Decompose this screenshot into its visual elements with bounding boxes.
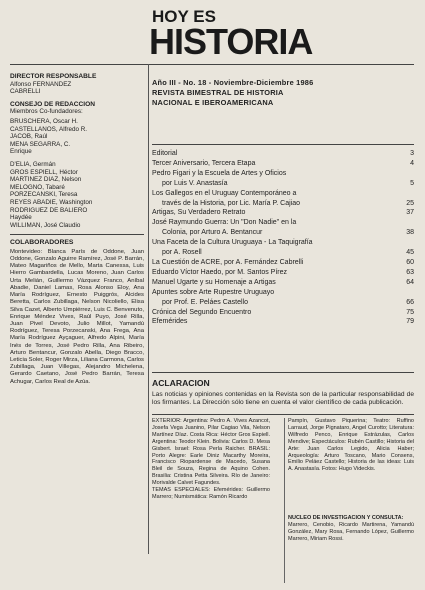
aclaracion-heading: ACLARACION xyxy=(152,378,210,388)
nucleo-heading: NUCLEO DE INVESTIGACION Y CONSULTA: xyxy=(288,515,404,522)
top-rule xyxy=(10,64,414,65)
issue-number: Año III - No. 18 - Noviembre-Diciembre 1986 xyxy=(152,78,314,87)
toc-entry xyxy=(152,218,414,228)
issue-subtitle-1: REVISTA BIMESTRAL DE HISTORIA xyxy=(152,88,284,97)
toc-entry-page: 3 xyxy=(410,150,414,157)
toc-entry-title: Manuel Ugarte y su Homenaje a Artigas xyxy=(152,278,276,286)
toc-entry-title: Crónica del Segundo Encuentro xyxy=(152,308,252,316)
toc-entry-page: 66 xyxy=(406,298,414,306)
toc-entry-title: Una Faceta de la Cultura Uruguaya - La Taquigrafía xyxy=(152,239,313,247)
toc-entry xyxy=(152,189,414,199)
toc-entry xyxy=(152,179,414,189)
toc-entry-page: 75 xyxy=(406,308,414,316)
nucleo-text: Marrero, Cenobio, Ricardo Martirena, Yamandú González, Mary Rosa, Fernando López, Guillermo Marrero, Miriam Rossi. xyxy=(288,522,414,542)
staff-column xyxy=(10,68,144,386)
toc-entry-page: 38 xyxy=(406,229,414,237)
bottom-divider xyxy=(284,418,285,583)
toc-entry xyxy=(152,159,414,169)
consejo-subheading: Miembros Co-fundadores: xyxy=(10,108,83,116)
temas-column xyxy=(288,418,414,543)
aclaracion-rule xyxy=(152,414,414,415)
staff-rule xyxy=(10,234,144,235)
toc-entry-page: 60 xyxy=(406,258,414,266)
director-heading: DIRECTOR RESPONSABLE xyxy=(10,73,97,80)
director-name: Alfonso FERNANDEZ xyxy=(10,80,72,88)
director-name-2: CABRELLI xyxy=(10,88,41,96)
aclaracion-text: Las noticias y opiniones contenidas en la Revista son de la particular responsabilidad de los firmantes. La Dirección sólo tiene en cuenta el valor científico de cada publicación. xyxy=(152,391,414,407)
toc-entry xyxy=(152,288,414,298)
toc-entry-page: 4 xyxy=(410,159,414,167)
toc-entry-title: Efemérides xyxy=(152,318,188,326)
toc-entry-page: 37 xyxy=(406,209,414,217)
consejo-names-2: D'ELIA, Germán GROS ESPIELL, Héctor MARTINEZ DIAZ, Nelson MELOGNO, Tabaré PORZECANSKI, Teresa REYES ABADIE, Washington RODRIGUEZ DE BALIERO Haydée WILLIMAN, José Claudio xyxy=(10,160,93,229)
toc-entry xyxy=(152,258,414,268)
toc-entry xyxy=(152,169,414,179)
toc-entry xyxy=(152,317,414,327)
toc-entry xyxy=(152,268,414,278)
table-of-contents xyxy=(152,149,414,327)
toc-entry-page: 63 xyxy=(406,268,414,276)
masthead-historia: HISTORIA xyxy=(149,21,313,62)
consejo-names: BRUSCHERA, Oscar H. CASTELLANOS, Alfredo R. JACOB, Raúl MENA SEGARRA, C. Enrique xyxy=(10,117,87,156)
toc-entry xyxy=(152,208,414,218)
toc-entry-title: Apuntes sobre Arte Rupestre Uruguayo xyxy=(152,288,275,296)
toc-entry-title: Eduardo Víctor Haedo, por M. Santos Pírez xyxy=(152,268,288,276)
aclaracion-box xyxy=(152,378,414,408)
issue-subtitle-2: NACIONAL E IBEROAMERICANA xyxy=(152,98,274,107)
toc-entry-title: Los Gallegos en el Uruguay Contemporáneo a xyxy=(152,189,297,197)
toc-entry-title: por A. Rosell xyxy=(162,249,202,257)
toc-entry xyxy=(152,308,414,318)
toc-entry-title: por Prof. E. Peláes Castello xyxy=(162,298,248,306)
masthead-hoy: HOY ES xyxy=(152,7,216,26)
toc-entry-title: José Raymundo Guerra: Un "Don Nadie" en la xyxy=(152,219,297,227)
toc-entry xyxy=(152,278,414,288)
toc-bottom-rule xyxy=(152,372,414,373)
toc-entry-page: 5 xyxy=(410,179,414,187)
masthead xyxy=(149,7,412,62)
colaboradores-body: Montevideo: Blanca París de Oddone, Juan Oddone, Gonzalo Aguirre Ramírez, José P. Barrán, Mateo Magariños de Mello, Marta Canessa, Luis Hierro Gambardella, Lucas Moreno, Juan Carlos Urta Melián, Guillermo Vázquez Franco, Aníbal Abadie, Daniel Lamas, Rosa Alonso Eloy, Ana María Rodríguez, Ernesto Puiggrós, Alcides Beretta, Carlos Zubillaga, Nelson Nicoliello, Elisa Silva Cazet, Alberto Umpiérrez, Luis C. Benvenuto, Enrique Méndez Vives, Raúl Puyo, José Rilla, Juan Pivel Devoto, Julio Millot, Yamandú Rodríguez, Teresa Porzecanski, Ana Frega, Ana María Rodríguez Ayçaguer, Alfredo Alpini, María Inés de Torres, José Pedro Rilla, Ana Ribeiro, Arturo Bentancur, Gonzalo Abella, Diego Bracco, Leticia Soler, Roger Mirza, Liliana Carmona, Carlos Zubillaga, Juan Villegas, Alejandro Michelena, Gerardo Caetano, José Pedro Barrán, Teresa Achugar, Carlos Real de Azúa. xyxy=(10,248,144,385)
toc-entry xyxy=(152,248,414,258)
toc-entry xyxy=(152,199,414,209)
colaboradores-heading: COLABORADORES xyxy=(10,239,74,247)
toc-entry-title: Pedro Figari y la Escuela de Artes y Oficios xyxy=(152,169,287,177)
toc-entry xyxy=(152,149,414,159)
issue-info xyxy=(152,78,414,108)
toc-entry-title: Colonia, por Arturo A. Bentancur xyxy=(162,229,263,237)
toc-entry-title: por Luis V. Anastasía xyxy=(162,179,228,187)
toc-entry-title: Editorial xyxy=(152,150,178,157)
consejo-heading: CONSEJO DE REDACCION xyxy=(10,100,95,108)
toc-entry-title: Artigas, Su Verdadero Retrato xyxy=(152,209,246,217)
toc-entry-title: Tercer Aniversario, Tercera Etapa xyxy=(152,159,256,167)
temas-text: Pampín, Gustavo Piquerina; Teatro: Ruffino Larraud, Jorge Pignataro, Angel Curotto; Literatura: Wilfredo Penco, Enrique Estrázulas, Carlos Mendive; Espectáculos: Rubén Castillo; Historia del Arte: Juan Carlos Legido, Alicia Haber; Arqueología: Arturo Toscano, Mario Consens, Emilio Peláez Castello; Historia de las ideas: Luis A. Anastasía. Fotos: Hugo Videckis. xyxy=(288,418,414,473)
toc-entry xyxy=(152,228,414,238)
toc-entry-page: 64 xyxy=(406,278,414,286)
column-divider xyxy=(148,64,149,554)
toc-entry xyxy=(152,238,414,248)
toc-entry-page: 79 xyxy=(406,318,414,326)
exterior-column: EXTERIOR: Argentina: Pedro A. Vives Azancot, Josefa Vega Juanino, Pilar Cagiao Vila, Nelson Martínez Díaz. Costa Rica: Héctor Gros Espiell. Argentina: Teodor Klein. Bolivia: Carlos D. Mesa Gisbert. Israel: Rosa Perla Raicher. BRASIL: Porto Alegre: Earle Diniz Macarthy Moreira, Francisco Riopardense de Macedo, Susana Bleil de Souza, Regina de Aquino Cohen. Brasilia: Cristina Petta Silveira. Río de Janeiro: Morivalde Calvet Fagundes. TEMAS ESPECIALES: Efemérides: Guillermo Marrero; Numismática: Ramón Ricardo xyxy=(152,418,270,500)
toc-entry-title: través de la Historia, por Lic. María P. Cajiao xyxy=(162,199,300,207)
toc-entry-page: 25 xyxy=(406,199,414,207)
toc-entry xyxy=(152,298,414,308)
toc-entry-title: La Cuestión de ACRE, por A. Fernández Cabrelli xyxy=(152,258,304,266)
toc-top-rule xyxy=(152,144,414,145)
toc-entry-page: 45 xyxy=(406,249,414,257)
